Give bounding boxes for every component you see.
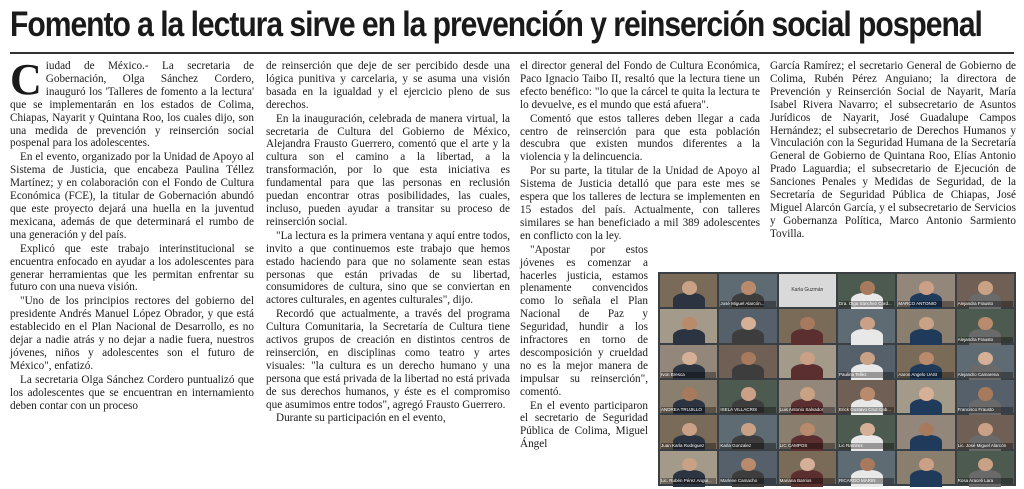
participant-tile (897, 451, 954, 484)
paragraph: Por su parte, la titular de la Unidad de Apoyo al Sistema de Justicia detalló que para este mes se espera que los talleres de lectura se implementen en 15 estados del país. Actualmente, con talleres similares se han beneficiado a mil 389 adolescentes en conflicto con la ley. (520, 165, 760, 242)
participant-tile (838, 274, 895, 307)
participant-name: Lic. Rubén Pérez Angui... (661, 478, 716, 484)
participant-name: Alejandra Frausto (958, 337, 1013, 343)
participant-name: Luis Antonio Salvador (780, 407, 835, 413)
participant-name: Lic. José Miguel Alarcón (958, 443, 1013, 449)
video-conference-photo (658, 272, 1016, 486)
participant-tile (719, 309, 776, 342)
participant-tile (719, 380, 776, 413)
participant-tile (779, 309, 836, 342)
paragraph: En el evento, organizado por la Unidad de Apoyo al Sistema de Justicia, que encabeza Paulina Téllez Martínez; y en colaboración con el Fondo de Cultura Económica (FCE), la titular de Gobernación abundó que este proyecto dejará una huella en la juventud mexicana, además de que determinará el rumbo de una generación y del país. (10, 151, 254, 241)
paragraph: En el evento participaron el secretario de Seguridad Pública de Colima, Miguel Ángel (520, 399, 648, 451)
headline-rule (10, 52, 1014, 54)
narrow-text-block (520, 244, 648, 452)
participant-face (978, 387, 993, 400)
participant-tile (719, 415, 776, 448)
participant-grid (660, 274, 1014, 484)
participant-face (919, 423, 934, 436)
paragraph: de reinserción que deje de ser percibido desde una lógica punitiva y carcelaria, y se asuma una visión basada en la igualdad y el ejercicio pleno de sus derechos. (266, 60, 510, 111)
participant-face (860, 458, 875, 471)
article-column-2 (266, 60, 510, 486)
participant-name: Alejandro Camarena (958, 372, 1013, 378)
participant-name: Marlene Camacho (720, 478, 775, 484)
participant-body (791, 364, 823, 381)
participant-face (919, 317, 934, 330)
participant-face (919, 281, 934, 294)
participant-name: MARCO ANTONIO (898, 301, 953, 307)
participant-face (741, 281, 756, 294)
participant-tile (957, 451, 1014, 484)
participant-face (978, 423, 993, 436)
participant-face (860, 387, 875, 400)
participant-name: Erick Gustavo Cruz Cab... (839, 407, 894, 413)
paragraph: Durante su participación en el evento, (276, 412, 446, 425)
participant-face (860, 281, 875, 294)
participant-body (732, 364, 764, 381)
participant-tile (779, 451, 836, 484)
participant-name: Dra. Olga Sánchez Cord... (839, 301, 894, 307)
participant-face (978, 317, 993, 330)
participant-body (673, 329, 705, 346)
participant-tile (897, 274, 954, 307)
participant-tile (660, 309, 717, 342)
headline: Fomento a la lectura sirve en la prevención y reinserción social pospenal (10, 5, 982, 44)
participant-tile (779, 415, 836, 448)
paragraph: Explicó que este trabajo interinstitucional se encuentra enfocado en ayudar a los adolescentes para generar herramientas que les permitan enfrentar su futuro con una nueva visión. (10, 242, 254, 294)
paragraph: En la inauguración, celebrada de manera virtual, la secretaria de Cultura del Gobierno de México, Alejandra Frausto Guerrero, comentó que el arte y la cultura son el camino a la libertad, a la transformación, por lo que esta iniciativa es fundamental para que las personas en reclusión puedan encontrar otras posibilidades, las cuales, incluso, pueden ayudar a transitar su proceso de reinserción social. (266, 112, 510, 228)
participant-body (910, 470, 942, 487)
participant-tile (838, 451, 895, 484)
participant-body (791, 329, 823, 346)
participant-tile (957, 380, 1014, 413)
paragraph: Ciudad de México.- La secretaria de Gobernación, Olga Sánchez Cordero, inauguró los 'Talleres de fomento a la lectura' que se implementarán en los estados de Colima, Chiapas, Nayarit y Quintana Roo, los cuales dijo, son una medida de prevención y reinserción social pospenal para los adolescentes. (10, 55, 254, 150)
participant-face (682, 281, 697, 294)
paragraph: La secretaria Olga Sánchez Cordero puntualizó que los adolescentes que se encuentran en internamiento deben contar con un proceso (10, 373, 254, 412)
participant-tile (897, 345, 954, 378)
participant-tile (779, 274, 836, 307)
participant-name: Lic Ramirez (839, 443, 894, 449)
participant-body (910, 329, 942, 346)
participant-body (673, 293, 705, 310)
participant-face (741, 317, 756, 330)
participant-name: Karla Gonzalez (720, 443, 775, 449)
participant-tile (897, 309, 954, 342)
participant-tile (660, 274, 717, 307)
participant-tile (897, 380, 954, 413)
participant-face (800, 387, 815, 400)
participant-tile (957, 345, 1014, 378)
paragraph: Comentó que estos talleres deben llegar a cada centro de reinserción para que esta población descubra que existen mundos diferentes a la violencia y la delincuencia. (520, 112, 760, 164)
participant-tile (719, 274, 776, 307)
participant-name: Alejandra Frausto (958, 301, 1013, 307)
participant-face (741, 423, 756, 436)
participant-face (800, 317, 815, 330)
participant-name: Karla Guzmán (791, 287, 824, 294)
participant-body (910, 399, 942, 416)
participant-tile (660, 380, 717, 413)
participant-tile (957, 274, 1014, 307)
participant-tile (660, 451, 717, 484)
participant-name: LIC CAMPOS (780, 443, 835, 449)
paragraph: García Ramírez; el secretario General de Gobierno de Colima, Rubén Pérez Anguiano; la directora de Prevención y Reinserción Social de Nayarit, María Isabel Rivera Navarro; el subsecretario de Asuntos Jurídicos de Nayarit, José Guadalupe Campos Hernández; el subsecretario de Derechos Humanos y Vinculación con la Seguridad Humana de la Secretaría General de Gobierno de Quintana Roo, Elías Antonio Prado Laguardia; el subsecretario de Ejecución de Sanciones Penales y Medidas de Seguridad, de la Secretaría de Seguridad Pública de Chiapas, José Miguel Alarcón García, y el subsecretario de Servicios y Gobernanza Política, Marco Antonio Sarmiento Tovilla. (770, 60, 1016, 240)
participant-face (978, 281, 993, 294)
participant-name: Francisco Frausto (958, 407, 1013, 413)
participant-face (860, 423, 875, 436)
participant-name: Rosa Araceli Lara (958, 478, 1013, 484)
participant-tile (660, 345, 717, 378)
article-column-1 (10, 55, 254, 486)
participant-body (851, 329, 883, 346)
participant-face (682, 387, 697, 400)
participant-tile (719, 345, 776, 378)
participant-face (682, 458, 697, 471)
participant-name: RICARDO MARIN (839, 478, 894, 484)
participant-face (800, 423, 815, 436)
participant-name: Mariana Barrios (780, 478, 835, 484)
participant-name: Aaron Angelo UASI (898, 372, 953, 378)
participant-name: Ivon Bresca (661, 372, 716, 378)
article-column-4 (770, 60, 1016, 260)
participant-name: ANDREA TRUJILLO (661, 407, 716, 413)
participant-tile (838, 345, 895, 378)
participant-tile (957, 415, 1014, 448)
participant-name: ISELA VILLACRIS (720, 407, 775, 413)
participant-tile (838, 415, 895, 448)
participant-tile (957, 309, 1014, 342)
participant-name: Paulina Tellez (839, 372, 894, 378)
participant-face (860, 352, 875, 365)
participant-tile (779, 345, 836, 378)
participant-tile (838, 380, 895, 413)
participant-face (682, 317, 697, 330)
participant-name: José Miguel Alarcón... (720, 301, 775, 307)
participant-face (741, 387, 756, 400)
participant-face (919, 387, 934, 400)
participant-face (682, 352, 697, 365)
paragraph: el director general del Fondo de Cultura Económica, Paco Ignacio Taibo II, resaltó que la lectura tiene un efecto benéfico: "lo que la cárcel te quita la lectura te lo devuelve, es el mundo que está afuera". (520, 60, 760, 111)
paragraph: "Apostar por estos jóvenes es comenzar a hacerles justicia, estamos plenamente convencidos como lo señala el Plan Nacional de Paz y Seguridad, hundir a los infractores en torno de descomposición y crueldad no es la mejor manera de impulsar su reinserción", comentó. (520, 243, 648, 398)
paragraph: "La lectura es la primera ventana y aquí entre todos, invito a que continuemos este trabajo que hemos estado haciendo para que no solamente sean estas personas que están privadas de su libertad, consumidores de cultura, sino que se conviertan en actores culturales, en agentes culturales", dijo. (266, 229, 510, 307)
participant-name: Juan Karla Rodriguez (661, 443, 716, 449)
participant-body (732, 329, 764, 346)
participant-tile (719, 451, 776, 484)
participant-tile (660, 415, 717, 448)
drop-cap: C (10, 55, 42, 104)
participant-face (682, 423, 697, 436)
paragraph: "Uno de los principios rectores del gobierno del presidente Andrés Manuel López Obrador, y que está establecido en el Plan Nacional de Desarrollo, es no dejar a nadie atrás y no dejar a nadie fuera, nuestros jóvenes, niños y adolescentes son el futuro de México", enfatizó. (10, 295, 254, 372)
participant-tile (838, 309, 895, 342)
participant-body (910, 435, 942, 452)
participant-tile (779, 380, 836, 413)
paragraph: Recordó que actualmente, a través del programa Cultura Comunitaria, la Secretaría de Cultura tiene activos grupos de creación en distintos centros de reinserción, en disciplinas como teatro y artes visuales: "la cultura es un derecho humano y una persona que está privada de la libertad no está privada de sus derechos humanos, y éste es el compromiso que asumimos entre todos", agregó Frausto Guerrero. (266, 308, 510, 411)
participant-face (860, 317, 875, 330)
participant-tile (897, 415, 954, 448)
